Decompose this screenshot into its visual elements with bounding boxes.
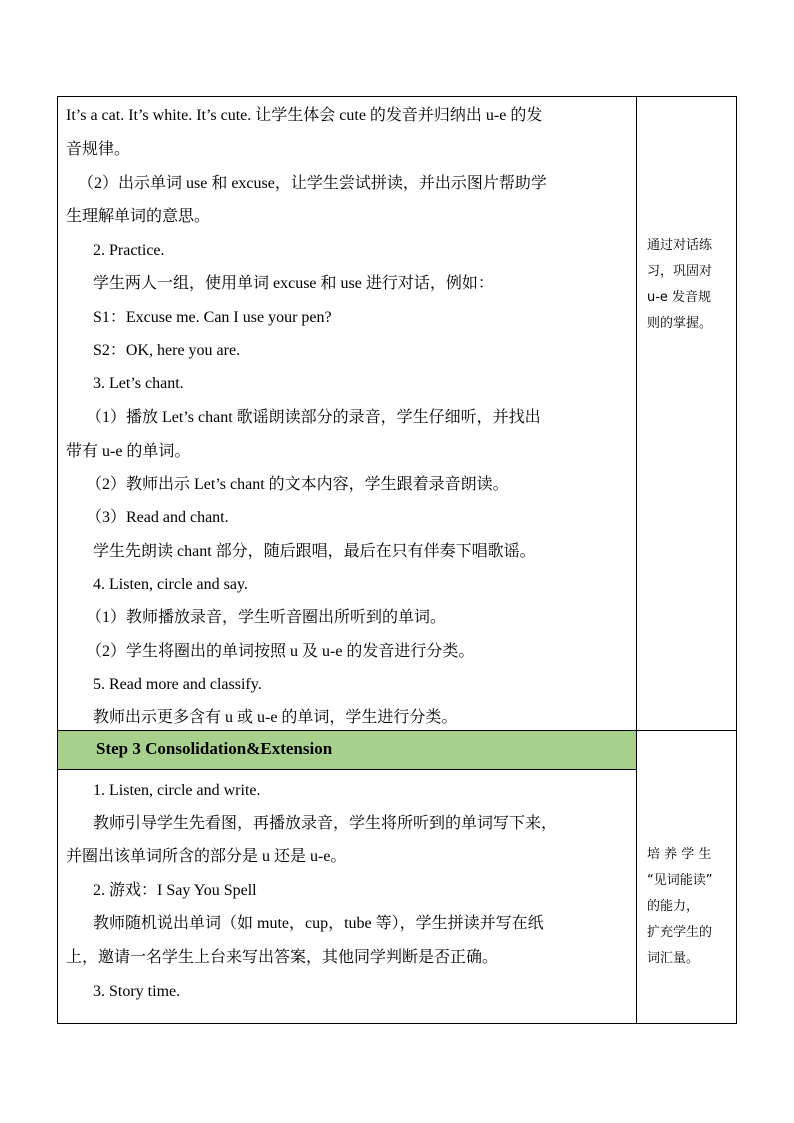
step3-title: Step 3 Consolidation&Extension — [96, 739, 333, 758]
step2-note-line: 习，巩固对 — [647, 264, 713, 279]
step2-note-line: u-e 发音规 — [647, 290, 712, 305]
step2-line: 学生先朗读 chant 部分，随后跟唱，最后在只有伴奏下唱歌谣。 — [93, 543, 536, 560]
step2-line: （2）出示单词 use 和 excuse，让学生尝试拼读，并出示图片帮助学 — [78, 175, 547, 192]
step3-note-line: 扩充学生的 — [647, 925, 713, 940]
step2-line: （3）Read and chant. — [86, 509, 229, 526]
column-divider — [636, 97, 637, 1023]
step2-line: S1：Excuse me. Can I use your pen? — [93, 309, 332, 326]
step3-line: 教师引导学生先看图，再播放录音，学生将所听到的单词写下来， — [93, 815, 558, 832]
step3-note-line: 词汇量。 — [647, 951, 700, 966]
step3-line: 并圈出该单词所含的部分是 u 还是 u-e。 — [66, 848, 347, 865]
step2-line: 音规律。 — [66, 141, 131, 158]
step2-note-line: 则的掌握。 — [647, 316, 713, 331]
lesson-plan-table — [57, 96, 737, 1024]
step3-note-line: “见词能读” — [647, 873, 713, 888]
header-divider — [58, 769, 636, 770]
step2-line: 4. Listen, circle and say. — [93, 576, 248, 593]
step2-line: It’s a cat. It’s white. It’s cute. 让学生体会 cute 的发音并归纳出 u-e 的发 — [66, 107, 543, 124]
step2-line: （2）学生将圈出的单词按照 u 及 u-e 的发音进行分类。 — [86, 643, 475, 660]
step2-line: （1）播放 Let’s chant 歌谣朗读部分的录音，学生仔细听，并找出 — [86, 409, 541, 426]
step3-note-line: 的能力， — [647, 899, 700, 914]
step3-line: 教师随机说出单词（如 mute，cup，tube 等），学生拼读并写在纸 — [93, 915, 544, 932]
step3-header — [58, 731, 636, 769]
step2-line: 生理解单词的意思。 — [66, 208, 211, 225]
step2-line: S2：OK, here you are. — [93, 342, 241, 359]
step2-line: 学生两人一组，使用单词 excuse 和 use 进行对话，例如： — [93, 275, 494, 292]
step2-line: （1）教师播放录音，学生听音圈出所听到的单词。 — [86, 609, 447, 626]
step3-line: 1. Listen, circle and write. — [93, 782, 261, 799]
step2-line: 5. Read more and classify. — [93, 676, 262, 693]
step2-note-line: 通过对话练 — [647, 238, 713, 253]
step2-line: 2. Practice. — [93, 242, 165, 259]
step2-line: 带有 u-e 的单词。 — [66, 443, 191, 460]
step3-note-line: 培 养 学 生 — [647, 847, 712, 862]
step2-line: 教师出示更多含有 u 或 u-e 的单词，学生进行分类。 — [93, 709, 458, 726]
step3-line: 2. 游戏：I Say You Spell — [93, 882, 257, 899]
step2-line: （2）教师出示 Let’s chant 的文本内容，学生跟着录音朗读。 — [86, 476, 509, 493]
step3-line: 3. Story time. — [93, 983, 181, 1000]
step2-line: 3. Let’s chant. — [93, 375, 184, 392]
step3-line: 上，邀请一名学生上台来写出答案，其他同学判断是否正确。 — [66, 949, 499, 966]
